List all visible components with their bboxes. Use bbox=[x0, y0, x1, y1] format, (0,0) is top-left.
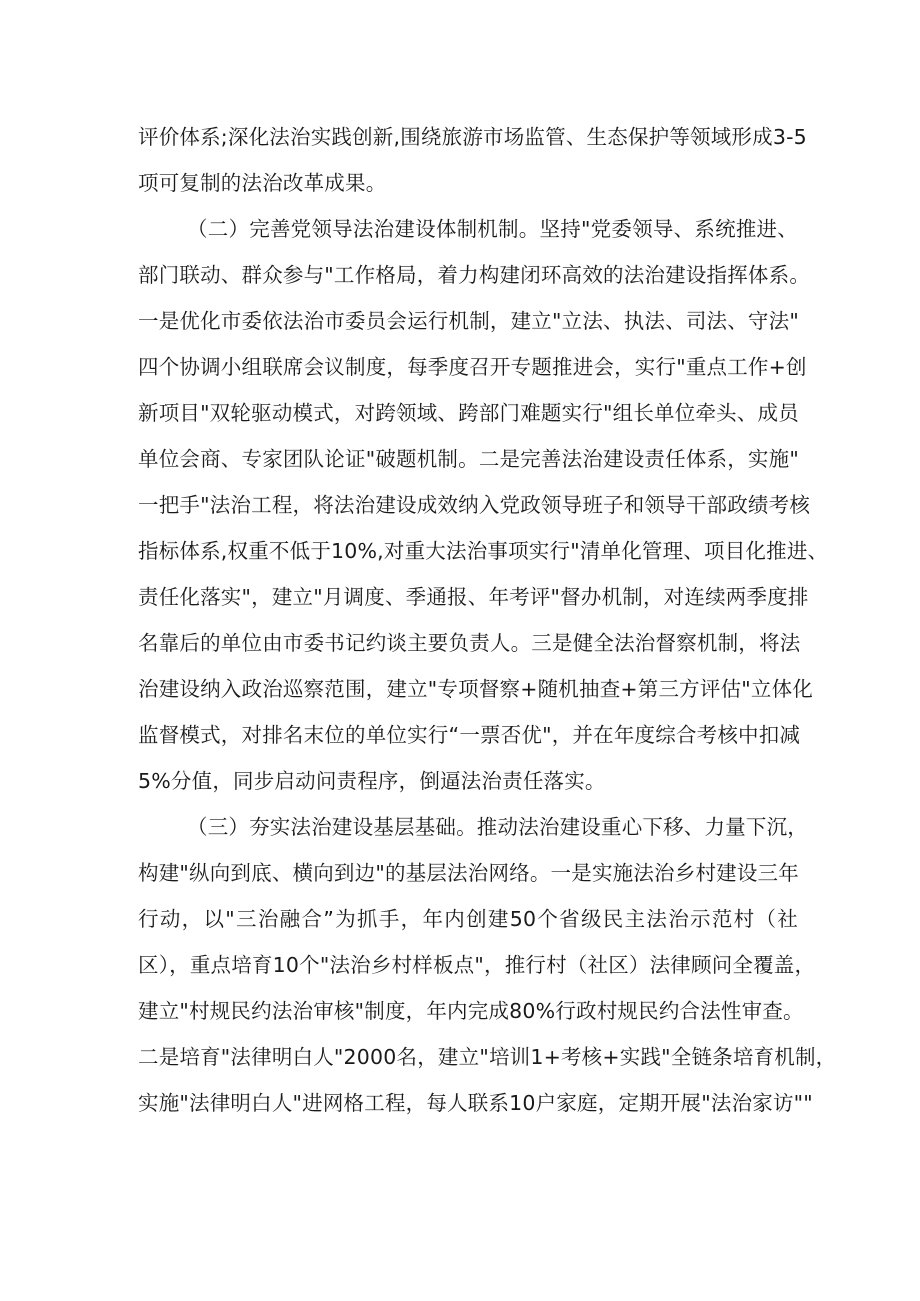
section-heading-line: （二）完善党领导法治建设体制机制。坚持"党委领导、系统推进、 bbox=[187, 217, 798, 241]
body-text-line: 区），重点培育10个"法治乡村样板点"，推行村（社区）法律顾问全覆盖， bbox=[138, 953, 816, 977]
body-text-line: 监督模式，对排名末位的单位实行“一票否优"，并在年度综合考核中扣减 bbox=[138, 723, 801, 747]
body-text-line: 单位会商、专家团队论证"破题机制。二是完善法治建设责任体系，实施" bbox=[138, 447, 799, 471]
body-text-line: 治建设纳入政治巡察范围，建立"专项督察+随机抽查+第三方评估"立体化 bbox=[138, 677, 814, 701]
body-text-line: 5%分值，同步启动问责程序，倒逼法治责任落实。 bbox=[138, 769, 606, 793]
body-text-line: 四个协调小组联席会议制度，每季度召开专题推进会，实行"重点工作+创 bbox=[138, 355, 807, 379]
body-text-line: 建立"村规民约法治审核"制度，年内完成80%行政村规民约合法性审查。 bbox=[138, 999, 804, 1023]
body-text-line: 责任化落实"，建立"月调度、季通报、年考评"督办机制，对连续两季度排 bbox=[138, 585, 809, 609]
body-text-line: 项可复制的法治改革成果。 bbox=[138, 171, 387, 195]
body-text-line: 行动，以"三治融合”为抓手，年内创建50个省级民主法治示范村（社 bbox=[138, 907, 798, 931]
body-text-line: 评价体系;深化法治实践创新,围绕旅游市场监管、生态保护等领域形成3-5 bbox=[138, 125, 807, 149]
body-text-line: 二是培育"法律明白人"2000名，建立"培训1+考核+实践"全链条培育机制， bbox=[138, 1045, 837, 1069]
body-text-line: 实施"法律明白人"进网格工程，每人联系10户家庭，定期开展"法治家访"" bbox=[138, 1091, 813, 1115]
body-text-line: 部门联动、群众参与"工作格局，着力构建闭环高效的法治建设指挥体系。 bbox=[138, 263, 811, 287]
body-text-line: 指标体系,权重不低于10%,对重大法治事项实行"清单化管理、项目化推进、 bbox=[138, 539, 829, 563]
body-text-line: 构建"纵向到底、横向到边"的基层法治网络。一是实施法治乡村建设三年 bbox=[138, 861, 799, 885]
section-heading-line: （三）夯实法治建设基层基础。推动法治建设重心下移、力量下沉， bbox=[187, 815, 808, 839]
body-text-line: 一把手"法治工程，将法治建设成效纳入党政领导班子和领导干部政绩考核 bbox=[138, 493, 811, 517]
body-text-line: 一是优化市委依法治市委员会运行机制，建立"立法、执法、司法、守法" bbox=[138, 309, 799, 333]
body-text-line: 名靠后的单位由市委书记约谈主要负责人。三是健全法治督察机制，将法 bbox=[138, 631, 801, 655]
body-text-line: 新项目"双轮驱动模式，对跨领域、跨部门难题实行"组长单位牵头、成员 bbox=[138, 401, 799, 425]
